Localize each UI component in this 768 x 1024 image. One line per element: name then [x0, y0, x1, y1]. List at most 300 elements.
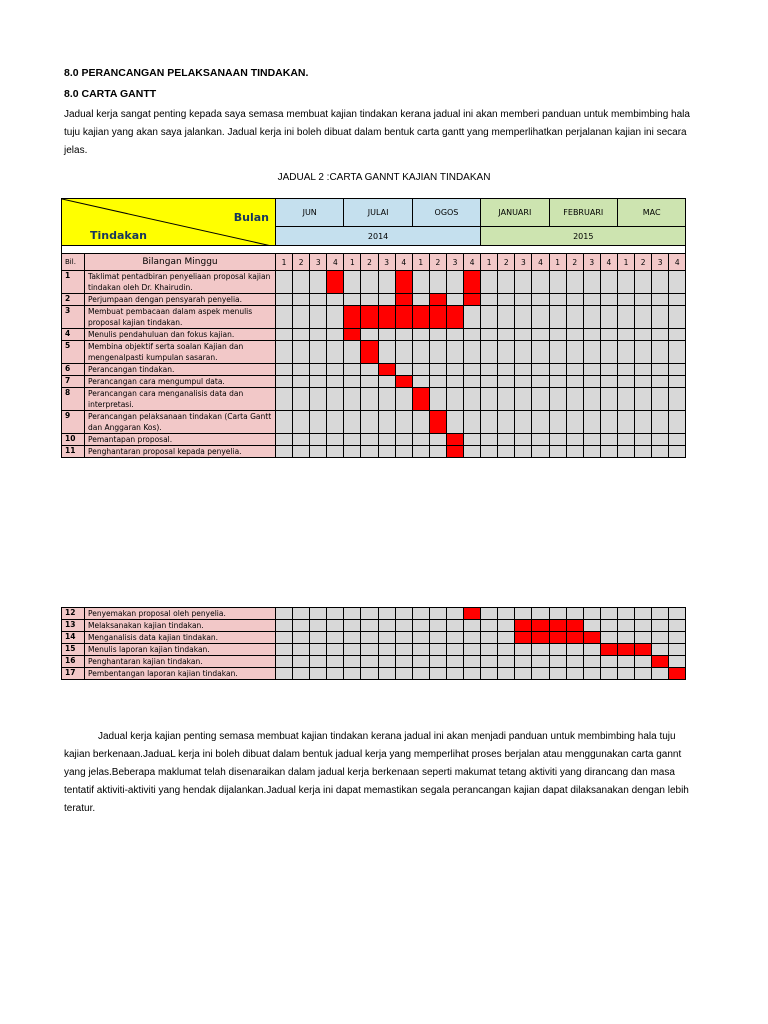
task-row	[62, 608, 686, 620]
week-label: 1	[412, 254, 429, 271]
gantt-cell	[378, 668, 395, 680]
gantt-cell	[566, 668, 583, 680]
gantt-cell	[310, 341, 327, 364]
task-label: Perancangan pelaksanaan tindakan (Carta Gantt dan Anggaran Kos).	[85, 411, 276, 434]
gantt-cell	[429, 644, 446, 656]
gantt-cell	[361, 668, 378, 680]
gantt-cell	[515, 271, 532, 294]
gantt-header-corner	[62, 199, 276, 246]
gantt-cell	[600, 446, 617, 458]
gantt-cell	[412, 329, 429, 341]
gantt-cell	[481, 306, 498, 329]
gantt-cell	[532, 329, 549, 341]
col-bil: Bil.	[62, 254, 85, 271]
gantt-cell	[446, 644, 463, 656]
task-number: 10	[62, 434, 85, 446]
gantt-bar-active	[412, 388, 429, 411]
gantt-cell	[429, 376, 446, 388]
gantt-cell	[634, 608, 651, 620]
gantt-cell	[276, 446, 293, 458]
month-januari: JANUARI	[481, 199, 549, 227]
gantt-cell	[515, 608, 532, 620]
gantt-cell	[583, 376, 600, 388]
week-label: 2	[566, 254, 583, 271]
gantt-cell	[515, 341, 532, 364]
gantt-cell	[583, 388, 600, 411]
gantt-cell	[378, 446, 395, 458]
gantt-cell	[344, 434, 361, 446]
task-number: 3	[62, 306, 85, 329]
gantt-cell	[669, 271, 686, 294]
gantt-cell	[344, 656, 361, 668]
week-label: 2	[635, 254, 652, 271]
gantt-cell	[446, 271, 463, 294]
year-2015: 2015	[481, 227, 686, 246]
gantt-cell	[549, 446, 566, 458]
gantt-cell	[310, 668, 327, 680]
task-row	[62, 271, 686, 294]
gantt-cell	[361, 294, 378, 306]
gantt-cell	[464, 656, 481, 668]
gantt-cell	[669, 329, 686, 341]
gantt-cell	[532, 411, 549, 434]
gantt-cell	[344, 294, 361, 306]
gantt-bar-active	[361, 341, 378, 364]
gantt-bar-active	[515, 632, 532, 644]
week-label: 1	[549, 254, 566, 271]
gantt-cell	[549, 294, 566, 306]
gantt-cell	[412, 376, 429, 388]
intro-paragraph: Jadual kerja sangat penting kepada saya semasa membuat kajian tindakan kerana jadual ini akan memberi panduan untuk membimbing hala tuju kajian yang akan saya jalankan. Jadual kerja ini boleh dibuat dalam bentuk carta gantt yang memperlihatkan perjalanan kajian ini secara jelas.	[64, 109, 690, 156]
week-label: 1	[481, 254, 498, 271]
gantt-bar-active	[395, 271, 412, 294]
gantt-cell	[293, 306, 310, 329]
gantt-cell	[498, 620, 515, 632]
gantt-bar-active	[327, 271, 344, 294]
gantt-cell	[293, 632, 310, 644]
gantt-cell	[652, 446, 669, 458]
gantt-cell	[412, 668, 429, 680]
gantt-cell	[669, 644, 686, 656]
gantt-cell	[464, 644, 481, 656]
gantt-cell	[669, 388, 686, 411]
task-row	[62, 434, 686, 446]
gantt-cell	[566, 294, 583, 306]
gantt-cell	[310, 434, 327, 446]
gantt-cell	[327, 434, 344, 446]
gantt-cell	[481, 644, 498, 656]
gantt-bar-active	[515, 620, 532, 632]
gantt-cell	[395, 388, 412, 411]
gantt-cell	[327, 632, 344, 644]
gantt-cell	[652, 376, 669, 388]
gantt-bar-active	[669, 668, 686, 680]
gantt-cell	[498, 271, 515, 294]
gantt-cell	[669, 608, 686, 620]
gantt-cell	[652, 411, 669, 434]
gantt-cell	[652, 632, 669, 644]
gantt-cell	[652, 434, 669, 446]
gantt-cell	[412, 608, 429, 620]
gantt-cell	[378, 434, 395, 446]
week-label: 4	[600, 254, 617, 271]
gantt-cell	[481, 632, 498, 644]
gantt-cell	[566, 608, 583, 620]
gantt-bar-active	[378, 364, 395, 376]
week-label: 3	[446, 254, 463, 271]
gantt-cell	[276, 294, 293, 306]
task-number: 4	[62, 329, 85, 341]
gantt-cell	[293, 341, 310, 364]
task-number: 7	[62, 376, 85, 388]
gantt-cell	[498, 341, 515, 364]
task-number: 1	[62, 271, 85, 294]
gantt-cell	[429, 388, 446, 411]
gantt-cell	[583, 294, 600, 306]
task-number: 5	[62, 341, 85, 364]
gantt-cell	[600, 271, 617, 294]
gantt-bar-active	[412, 306, 429, 329]
gantt-cell	[498, 632, 515, 644]
gantt-cell	[652, 341, 669, 364]
gantt-bar-active	[532, 620, 549, 632]
task-number: 11	[62, 446, 85, 458]
task-label: Penghantaran kajian tindakan.	[85, 656, 276, 668]
week-label: 4	[532, 254, 549, 271]
gantt-cell	[617, 632, 634, 644]
gantt-cell	[429, 620, 446, 632]
gantt-cell	[378, 608, 395, 620]
gantt-cell	[669, 434, 686, 446]
gantt-cell	[498, 294, 515, 306]
gantt-cell	[617, 388, 634, 411]
gantt-cell	[515, 434, 532, 446]
gantt-cell	[669, 341, 686, 364]
task-number: 15	[62, 644, 85, 656]
gantt-cell	[276, 388, 293, 411]
gantt-cell	[412, 341, 429, 364]
gantt-cell	[566, 644, 583, 656]
gantt-cell	[344, 446, 361, 458]
gantt-cell	[652, 608, 669, 620]
gantt-cell	[635, 364, 652, 376]
gantt-cell	[395, 644, 412, 656]
gantt-cell	[464, 434, 481, 446]
task-number: 9	[62, 411, 85, 434]
gantt-cell	[532, 644, 549, 656]
gantt-cell	[669, 306, 686, 329]
gantt-cell	[600, 656, 617, 668]
task-label: Melaksanakan kajian tindakan.	[85, 620, 276, 632]
task-number: 16	[62, 656, 85, 668]
gantt-cell	[566, 364, 583, 376]
week-label: 4	[669, 254, 686, 271]
gantt-cell	[464, 668, 481, 680]
gantt-cell	[566, 306, 583, 329]
gantt-cell	[669, 632, 686, 644]
task-label: Menulis pendahuluan dan fokus kajian.	[85, 329, 276, 341]
task-number: 17	[62, 668, 85, 680]
gantt-cell	[310, 329, 327, 341]
gantt-cell	[310, 608, 327, 620]
gantt-cell	[652, 364, 669, 376]
gantt-cell	[446, 364, 463, 376]
gantt-cell	[549, 376, 566, 388]
gantt-cell	[293, 364, 310, 376]
week-label: 3	[378, 254, 395, 271]
gantt-cell	[361, 644, 378, 656]
gantt-cell	[498, 329, 515, 341]
gantt-cell	[583, 668, 600, 680]
gantt-cell	[600, 306, 617, 329]
gantt-bar-active	[549, 620, 566, 632]
task-label: Membuat pembacaan dalam aspek menulis proposal kajian tindakan.	[85, 306, 276, 329]
gantt-cell	[395, 329, 412, 341]
task-label: Menganalisis data kajian tindakan.	[85, 632, 276, 644]
gantt-cell	[429, 271, 446, 294]
gantt-cell	[446, 608, 463, 620]
gantt-cell	[464, 411, 481, 434]
col-bilangan-minggu: Bilangan Minggu	[85, 254, 276, 271]
gantt-cell	[327, 620, 344, 632]
gantt-cell	[361, 271, 378, 294]
task-number: 2	[62, 294, 85, 306]
gantt-cell	[600, 411, 617, 434]
gantt-cell	[293, 434, 310, 446]
gantt-cell	[429, 329, 446, 341]
gantt-cell	[412, 446, 429, 458]
gantt-cell	[276, 329, 293, 341]
week-label: 3	[583, 254, 600, 271]
gantt-cell	[635, 388, 652, 411]
week-label: 3	[515, 254, 532, 271]
gantt-cell	[549, 306, 566, 329]
task-label: Membina objektif serta soalan Kajian dan mengenalpasti kumpulan sasaran.	[85, 341, 276, 364]
gantt-cell	[310, 411, 327, 434]
gantt-cell	[395, 632, 412, 644]
gantt-cell	[293, 608, 310, 620]
gantt-cell	[361, 446, 378, 458]
gantt-cell	[532, 376, 549, 388]
gantt-cell	[412, 364, 429, 376]
gantt-cell	[515, 656, 532, 668]
gantt-cell	[549, 341, 566, 364]
gantt-cell	[327, 341, 344, 364]
gantt-cell	[361, 632, 378, 644]
gantt-cell	[276, 411, 293, 434]
gantt-cell	[361, 411, 378, 434]
gantt-cell	[634, 620, 651, 632]
gantt-cell	[652, 306, 669, 329]
gantt-cell	[344, 411, 361, 434]
gantt-bar-active	[566, 620, 583, 632]
gantt-cell	[600, 376, 617, 388]
month-februari: FEBRUARI	[549, 199, 617, 227]
gantt-cell	[310, 446, 327, 458]
gantt-cell	[429, 656, 446, 668]
task-number: 14	[62, 632, 85, 644]
task-row	[62, 329, 686, 341]
month-mac: MAC	[617, 199, 685, 227]
gantt-cell	[276, 644, 293, 656]
gantt-cell	[327, 446, 344, 458]
gantt-cell	[566, 341, 583, 364]
gantt-cell	[361, 656, 378, 668]
gantt-cell	[293, 446, 310, 458]
gantt-cell	[327, 294, 344, 306]
gantt-cell	[532, 294, 549, 306]
gantt-cell	[481, 656, 498, 668]
gantt-cell	[361, 620, 378, 632]
gantt-cell	[635, 294, 652, 306]
gantt-cell	[429, 364, 446, 376]
task-number: 13	[62, 620, 85, 632]
gantt-cell	[412, 411, 429, 434]
gantt-cell	[429, 446, 446, 458]
gantt-cell	[498, 644, 515, 656]
gantt-cell	[515, 329, 532, 341]
gantt-cell	[446, 294, 463, 306]
gantt-cell	[276, 656, 293, 668]
gantt-bar-active	[429, 306, 446, 329]
gantt-cell	[344, 620, 361, 632]
gantt-cell	[652, 329, 669, 341]
gantt-cell	[310, 388, 327, 411]
gantt-cell	[498, 668, 515, 680]
gantt-cell	[293, 294, 310, 306]
gantt-cell	[276, 668, 293, 680]
gantt-cell	[429, 434, 446, 446]
gantt-cell	[617, 271, 634, 294]
gantt-cell	[669, 446, 686, 458]
gantt-cell	[276, 434, 293, 446]
gantt-cell	[344, 608, 361, 620]
gantt-bar-active	[617, 644, 634, 656]
gantt-cell	[532, 434, 549, 446]
gantt-bar-active	[361, 306, 378, 329]
gantt-cell	[310, 306, 327, 329]
task-label: Perancangan cara menganalisis data dan interpretasi.	[85, 388, 276, 411]
gantt-cell	[498, 376, 515, 388]
gantt-cell	[395, 341, 412, 364]
gantt-cell	[583, 446, 600, 458]
week-label: 2	[361, 254, 378, 271]
gantt-cell	[293, 656, 310, 668]
gantt-bar-active	[378, 306, 395, 329]
gantt-cell	[344, 668, 361, 680]
gantt-cell	[481, 608, 498, 620]
gantt-cell	[566, 446, 583, 458]
gantt-cell	[378, 644, 395, 656]
task-number: 8	[62, 388, 85, 411]
task-row	[62, 306, 686, 329]
task-row	[62, 364, 686, 376]
gantt-cell	[617, 668, 634, 680]
spacer-row	[62, 246, 686, 254]
closing-paragraph: Jadual kerja kajian penting semasa membuat kajian tindakan kerana jadual ini akan menjadi panduan untuk membimbing hala tuju kajian berkenaan.JaduaL kerja ini boleh dibuat dalam bentuk jadual kerja yang memperlihat proses berjalan atau menggunakan carta gannt yang jelas.Beberapa maklumat telah disenaraikan dalam jadual kerja berkenaan seperti makumat tetang aktiviti yang dirancang dan masa tentatif aktiviti-aktiviti yang hendak dijalankan.Jadual kerja ini dapat memastikan segala perancangan kajian dapat dilaksanakan dengan lebih teratur.	[64, 731, 689, 814]
gantt-cell	[532, 271, 549, 294]
week-label: 1	[276, 254, 293, 271]
week-label: 3	[652, 254, 669, 271]
gantt-cell	[464, 341, 481, 364]
task-label: Taklimat pentadbiran penyeliaan proposal kajian tindakan oleh Dr. Khairudin.	[85, 271, 276, 294]
gantt-cell	[276, 271, 293, 294]
gantt-cell	[481, 376, 498, 388]
gantt-cell	[600, 434, 617, 446]
week-label: 4	[327, 254, 344, 271]
gantt-cell	[532, 608, 549, 620]
gantt-cell	[395, 668, 412, 680]
gantt-cell	[378, 329, 395, 341]
gantt-cell	[600, 632, 617, 644]
gantt-cell	[395, 446, 412, 458]
gantt-cell	[600, 620, 617, 632]
gantt-cell	[327, 668, 344, 680]
task-row	[62, 388, 686, 411]
gantt-cell	[583, 341, 600, 364]
gantt-cell	[583, 329, 600, 341]
gantt-cell	[361, 388, 378, 411]
gantt-cell	[481, 668, 498, 680]
gantt-cell	[634, 656, 651, 668]
gantt-cell	[378, 271, 395, 294]
gantt-cell	[276, 608, 293, 620]
gantt-cell	[276, 306, 293, 329]
gantt-cell	[429, 608, 446, 620]
gantt-cell	[378, 376, 395, 388]
task-label: Pemantapan proposal.	[85, 434, 276, 446]
gantt-bar-active	[429, 294, 446, 306]
gantt-cell	[293, 644, 310, 656]
gantt-bar-active	[634, 644, 651, 656]
gantt-cell	[566, 434, 583, 446]
gantt-cell	[327, 306, 344, 329]
gantt-bar-active	[344, 329, 361, 341]
task-label: Penyemakan proposal oleh penyelia.	[85, 608, 276, 620]
gantt-cell	[429, 668, 446, 680]
gantt-cell	[617, 620, 634, 632]
gantt-bar-active	[395, 294, 412, 306]
gantt-cell	[532, 388, 549, 411]
task-row	[62, 376, 686, 388]
gantt-bar-active	[464, 271, 481, 294]
gantt-cell	[327, 364, 344, 376]
week-label: 1	[617, 254, 634, 271]
gantt-cell	[617, 434, 634, 446]
gantt-cell	[395, 608, 412, 620]
gantt-cell	[361, 329, 378, 341]
gantt-cell	[566, 656, 583, 668]
gantt-cell	[617, 329, 634, 341]
task-number: 6	[62, 364, 85, 376]
task-row	[62, 446, 686, 458]
gantt-cell	[635, 329, 652, 341]
gantt-cell	[498, 364, 515, 376]
gantt-bar-active	[446, 434, 463, 446]
gantt-cell	[481, 294, 498, 306]
gantt-cell	[617, 364, 634, 376]
gantt-cell	[310, 620, 327, 632]
gantt-cell	[361, 376, 378, 388]
gantt-cell	[293, 376, 310, 388]
gantt-cell	[532, 446, 549, 458]
gantt-cell	[652, 668, 669, 680]
gantt-cell	[344, 644, 361, 656]
gantt-cell	[617, 446, 634, 458]
gantt-cell	[429, 632, 446, 644]
gantt-cell	[412, 632, 429, 644]
gantt-bar-active	[429, 411, 446, 434]
